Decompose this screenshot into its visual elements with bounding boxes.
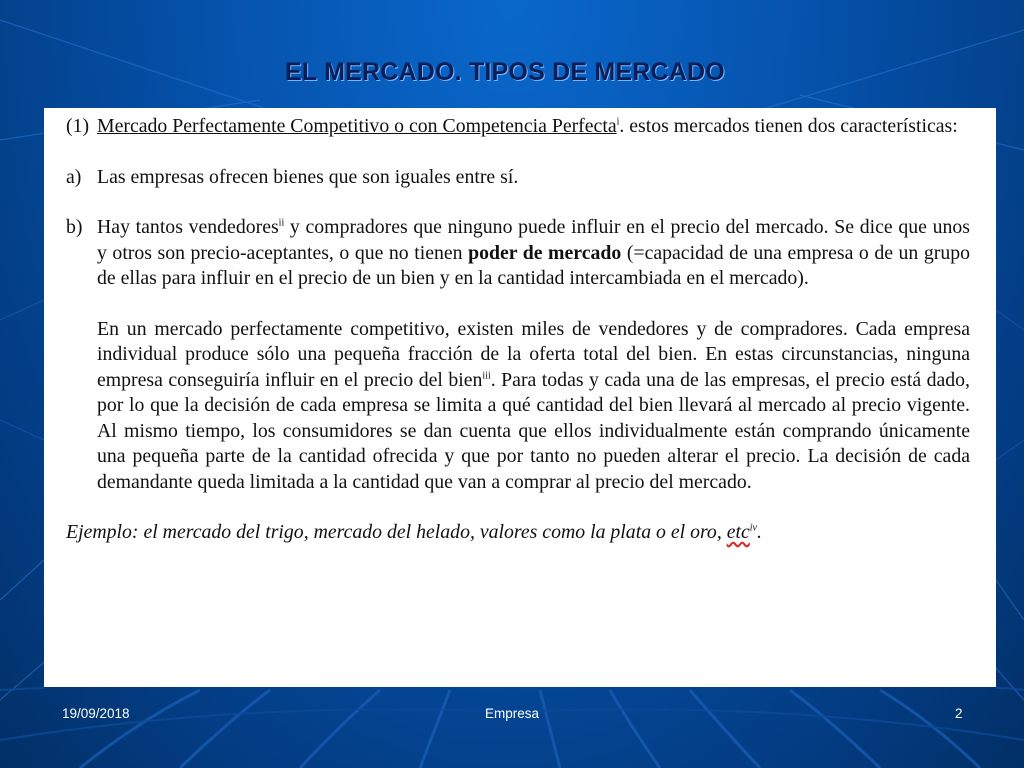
item-b-marker: b) bbox=[66, 216, 83, 238]
example-paragraph bbox=[66, 520, 970, 546]
item-b bbox=[66, 215, 970, 292]
explanation-text-1: En un mercado perfectamente competitivo, existen miles de vendedores y de compradores. Cada empresa individual produce sólo una pequeña fracción de la oferta total del bien. En estas circunstancias, ninguna empresa conseguiría influir en el precio del bien bbox=[97, 317, 970, 391]
item-b-text-1: Hay tantos vendedores bbox=[97, 216, 279, 238]
item-b-text-3: (=capacidad de una empresa o de un grupo de ellas para influir en el precio de un bien y en la cantidad intercambiada en el mercado). bbox=[97, 241, 971, 289]
item-b-bold-term: poder de mercado bbox=[468, 241, 622, 264]
footer-date: 19/09/2018 bbox=[62, 706, 130, 721]
footnote-ref-iii: iii bbox=[482, 369, 491, 381]
content-text-box bbox=[44, 108, 996, 687]
item-a-marker: a) bbox=[66, 165, 82, 188]
slide-number: 2 bbox=[955, 706, 963, 721]
paragraph-explanation bbox=[66, 317, 970, 496]
example-text: el mercado del trigo, mercado del helado, valores como la plata o el oro, bbox=[138, 521, 727, 543]
example-end: . bbox=[757, 521, 762, 543]
item-a bbox=[66, 165, 970, 191]
footnote-ref-ii: ii bbox=[278, 217, 285, 229]
footer-title: Empresa bbox=[484, 706, 540, 721]
footnote-ref-iv: iv bbox=[749, 522, 757, 534]
paragraph-1-heading: Mercado Perfectamente Competitivo o con Competencia Perfecta bbox=[97, 115, 617, 137]
example-etc: etc bbox=[726, 521, 750, 543]
example-label: Ejemplo: bbox=[66, 521, 139, 543]
paragraph-1-rest: . estos mercados tienen dos características: bbox=[619, 115, 958, 137]
item-a-text: Las empresas ofrecen bienes que son iguales entre sí. bbox=[97, 165, 519, 188]
paragraph-1-marker: (1) bbox=[66, 115, 90, 137]
footnote-ref-i: i bbox=[616, 116, 620, 128]
paragraph-1 bbox=[66, 114, 970, 140]
slide-title: EL MERCADO. TIPOS DE MERCADO bbox=[285, 58, 725, 86]
item-b-text-2: y compradores que ninguno puede influir en el precio del mercado. Se dice que unos y otros son precio-aceptantes, o que no tienen bbox=[97, 216, 970, 264]
explanation-text-2: . Para todas y cada una de las empresas, el precio está dado, por lo que la decisión de cada empresa se limita a qué cantidad del bien llevará al mercado al precio vigente. Al mismo tiempo, los consumidores se dan cuenta que ellos individualmente están comprando únicamente una pequeña parte de la cantidad ofrecida y que por tanto no pueden alterar el precio. La decisión de cada demandante queda limitada a la cantidad que van a comprar al precio del mercado. bbox=[97, 368, 970, 493]
